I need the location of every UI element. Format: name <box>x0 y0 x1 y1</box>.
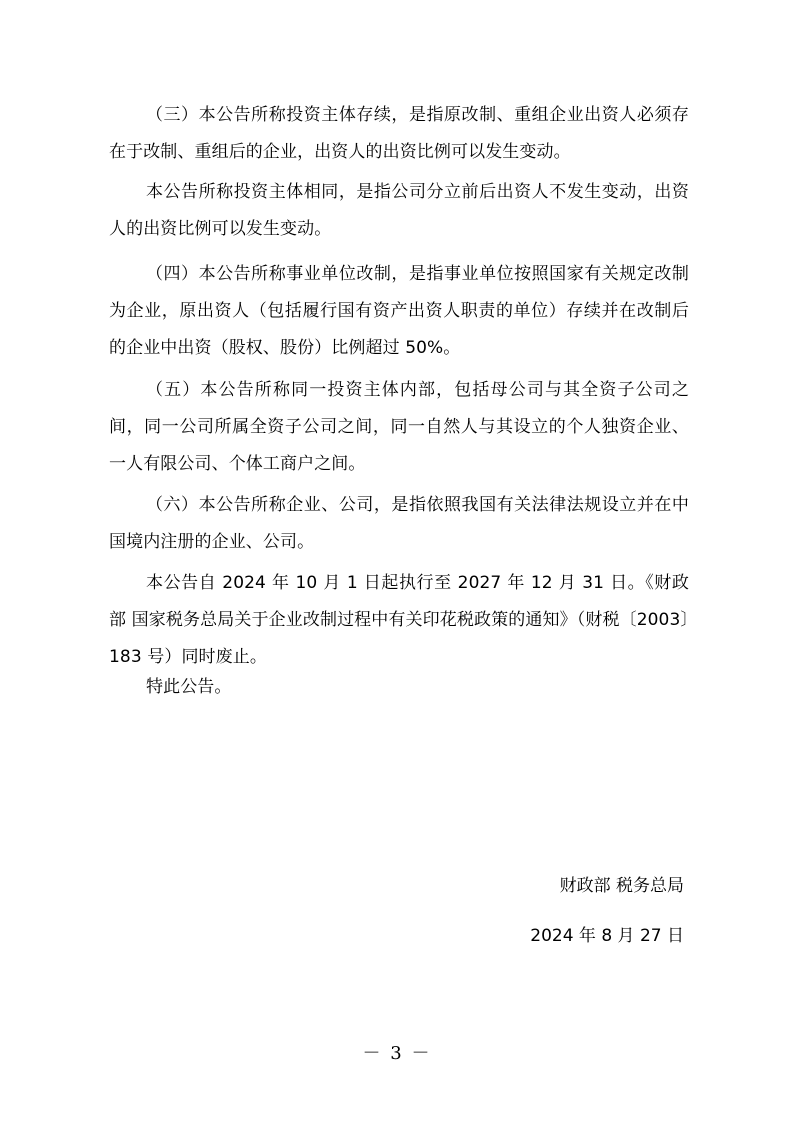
paragraph-closing: 特此公告。 <box>146 677 232 697</box>
issue-date: 2024 年 8 月 27 日 <box>530 926 684 946</box>
paragraph-clause-4: （四）本公告所称事业单位改制，是指事业单位按照国家有关规定改制为企业，原出资人（包括履行国有资产出资人职责的单位）存续并在改制后的企业中出资（股权、股份）比例超过 50%。 <box>109 264 689 358</box>
paragraph-same-investor: 本公告所称投资主体相同，是指公司分立前后出资人不发生变动，出资人的出资比例可以发生变动。 <box>109 182 689 239</box>
page-number: － 3 － <box>362 1043 432 1064</box>
issuer-signature: 财政部 税务总局 <box>559 876 684 896</box>
paragraph-clause-6: （六）本公告所称企业、公司，是指依照我国有关法律法规设立并在中国境内注册的企业、公司。 <box>109 495 689 552</box>
paragraph-effective-date: 本公告自 2024 年 10 月 1 日起执行至 2027 年 12 月 31 日。《财政部 国家税务总局关于企业改制过程中有关印花税政策的通知》（财税〔2003〕183 号）同时废止。 <box>109 573 689 667</box>
paragraph-clause-3: （三）本公告所称投资主体存续，是指原改制、重组企业出资人必须存在于改制、重组后的企业，出资人的出资比例可以发生变动。 <box>109 105 689 162</box>
paragraph-clause-5: （五）本公告所称同一投资主体内部，包括母公司与其全资子公司之间，同一公司所属全资子公司之间，同一自然人与其设立的个人独资企业、一人有限公司、个体工商户之间。 <box>109 380 689 474</box>
